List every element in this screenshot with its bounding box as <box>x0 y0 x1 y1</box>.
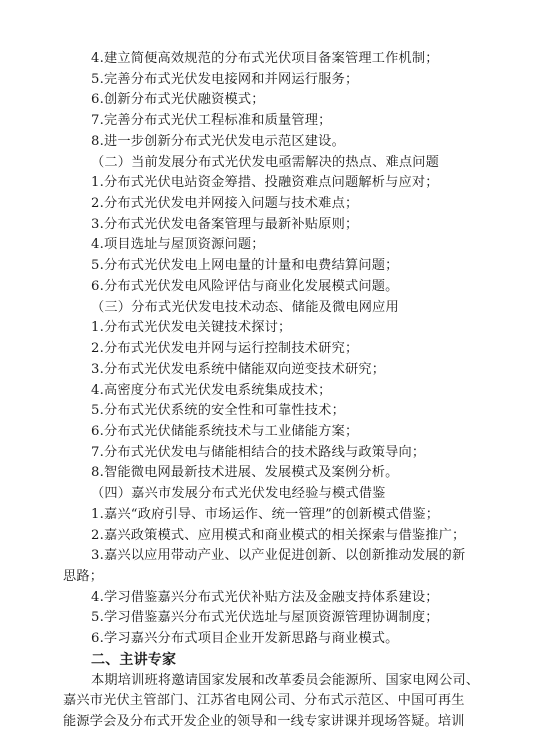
list-item: 6.创新分布式光伏融资模式； <box>91 92 265 107</box>
subsection-heading: （三）分布式光伏发电技术动态、储能及微电网应用 <box>91 300 399 315</box>
paragraph-line: 嘉兴市光伏主管部门、江苏省电网公司、分布式示范区、中国可再生 <box>63 693 465 708</box>
list-item: 3.分布式光伏发电备案管理与最新补贴原则； <box>91 217 359 232</box>
paragraph-line: 本期培训班将邀请国家发展和改革委员会能源所、国家电网公司、 <box>91 673 480 688</box>
list-item: 6.分布式光伏发电风险评估与商业化发展模式问题。 <box>91 279 399 294</box>
list-item: 8.智能微电网最新技术进展、发展模式及案例分析。 <box>91 465 399 480</box>
list-item: 4.学习借鉴嘉兴分布式光伏补贴方法及金融支持体系建设； <box>91 590 439 605</box>
subsection-heading: （二）当前发展分布式光伏发电亟需解决的热点、难点问题 <box>91 155 440 170</box>
list-item: 5.分布式光伏系统的安全性和可靠性技术； <box>91 403 345 418</box>
list-item: 1.分布式光伏发电关键技术探讨； <box>91 320 292 335</box>
list-item: 1.嘉兴“政府引导、市场运作、统一管理”的创新模式借鉴； <box>91 507 440 522</box>
list-item: 5.完善分布式光伏发电接网和并网运行服务； <box>91 72 359 87</box>
list-item: 7.完善分布式光伏工程标准和质量管理； <box>91 113 332 128</box>
list-item: 4.建立简便高效规范的分布式光伏项目备案管理工作机制； <box>91 51 439 66</box>
list-item: 4.项目选址与屋顶资源问题； <box>91 237 265 252</box>
list-item: 5.分布式光伏发电上网电量的计量和电费结算问题； <box>91 258 399 273</box>
list-item: 6.学习嘉兴分布式项目企业开发新思路与商业模式。 <box>91 631 399 646</box>
list-item: 2.分布式光伏发电并网与运行控制技术研究； <box>91 341 359 356</box>
list-item: 2.嘉兴政策模式、应用模式和商业模式的相关探索与借鉴推广； <box>91 528 466 543</box>
list-item: 7.分布式光伏发电与储能相结合的技术路线与政策导向； <box>91 445 426 460</box>
list-item: 4.高密度分布式光伏发电系统集成技术； <box>91 383 332 398</box>
subsection-heading: （四）嘉兴市发展分布式光伏发电经验与模式借鉴 <box>91 486 386 501</box>
section-title: 二、主讲专家 <box>91 652 177 668</box>
list-item: 8.进一步创新分布式光伏发电示范区建设。 <box>91 134 345 149</box>
list-item: 3.嘉兴以应用带动产业、以产业促进创新、以创新推动发展的新 <box>91 548 466 563</box>
list-item-continuation: 思路； <box>63 569 104 584</box>
list-item: 5.学习借鉴嘉兴分布式光伏选址与屋顶资源管理协调制度； <box>91 610 439 625</box>
list-item: 1.分布式光伏电站资金筹措、投融资难点问题解析与应对； <box>91 175 439 190</box>
list-item: 2.分布式光伏发电并网接入问题与技术难点； <box>91 196 359 211</box>
paragraph-line: 能源学会及分布式开发企业的领导和一线专家讲课并现场答疑。培训 <box>63 714 465 729</box>
list-item: 6.分布式光伏储能系统技术与工业储能方案； <box>91 424 359 439</box>
list-item: 3.分布式光伏发电系统中储能双向逆变技术研究； <box>91 362 386 377</box>
